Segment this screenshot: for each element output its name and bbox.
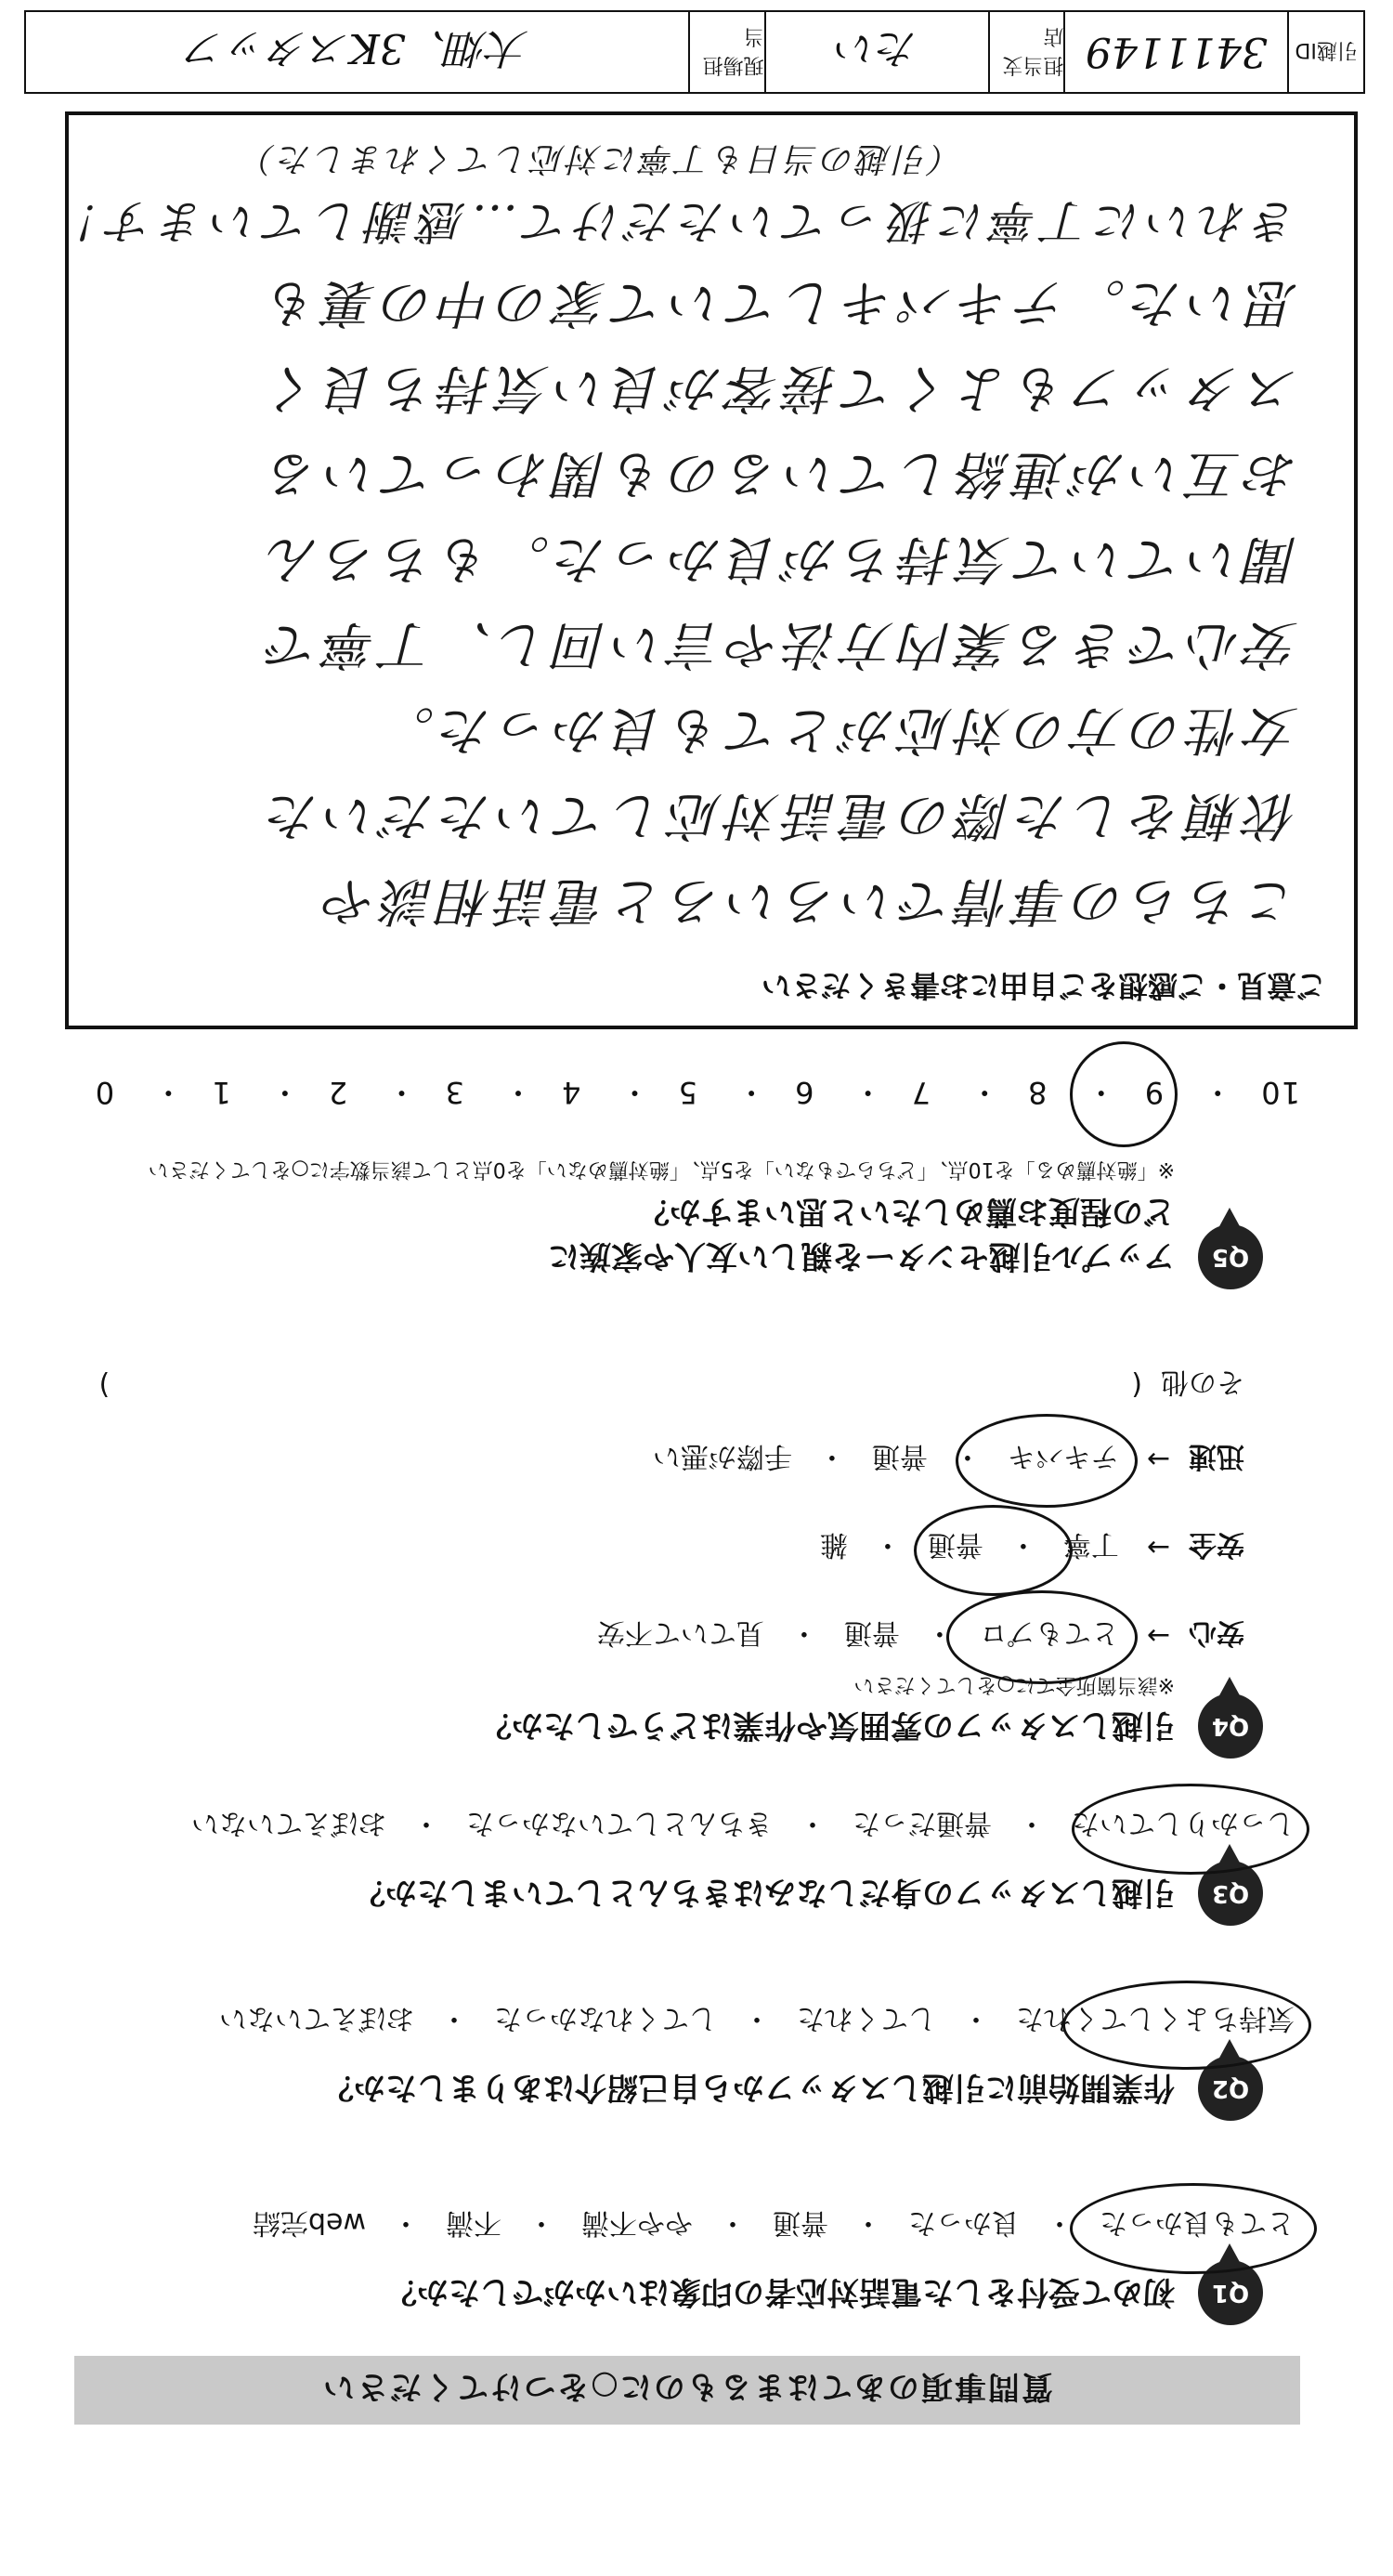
comment-line-small: （引越の当日も丁寧に対応してくれました） [239, 139, 964, 177]
q1-option-5[interactable]: 不満 [446, 2206, 501, 2239]
scale-value[interactable]: 1 [211, 1075, 231, 1110]
q2-option-1[interactable]: 気持ちよくしてくれた [1016, 2002, 1295, 2034]
staff-label: 現場担当 [688, 12, 764, 92]
q2-options: 気持ちよくしてくれた ・ してくれた ・ してくれなかった ・ おぼえていない [214, 2001, 1300, 2042]
q4-jinsoku-option-1[interactable]: テキパキ [1007, 1440, 1119, 1472]
scale-value[interactable]: 10 [1260, 1075, 1300, 1110]
q1-option-3[interactable]: 普通 [773, 2206, 828, 2239]
id-label: 引越ID [1287, 12, 1363, 92]
q4-row-anshin: 安心 → とてもプロ ・ 普通 ・ 見ていて不安 [592, 1615, 1244, 1656]
q3-badge: Q3 [1198, 1861, 1263, 1926]
q3-option-4[interactable]: おぼえていない [191, 1807, 386, 1839]
comment-line: 思いた。テキパキしていて家の中の裏も [262, 272, 1298, 333]
q4-badge: Q4 [1198, 1693, 1263, 1759]
q4-row-label: 迅速 [1189, 1440, 1244, 1472]
q4-anshin-option-2[interactable]: 普通 [843, 1616, 900, 1649]
q1-option-1[interactable]: とても良かった [1100, 2206, 1295, 2239]
q4-row-label: 安心 [1189, 1616, 1244, 1649]
q2-option-4[interactable]: おぼえていない [219, 2002, 414, 2034]
q5-badge: Q5 [1198, 1224, 1263, 1289]
scale-value[interactable]: 8 [1027, 1075, 1048, 1110]
footer-id-bar [24, 10, 1365, 94]
arrow-icon: → [1146, 1531, 1170, 1564]
comment-line: 安心できる案内方法や言い回し、丁寧で [262, 614, 1298, 674]
q1-options: とても良かった ・ 良かった ・ 普通 ・ やや不満 ・ 不満 ・ web完結 [247, 2205, 1300, 2246]
arrow-icon: → [1146, 1443, 1170, 1476]
q1-option-4[interactable]: やや不満 [581, 2206, 693, 2239]
question-4 [93, 1675, 1263, 1759]
q4-other-label: その他 [1161, 1366, 1244, 1398]
q5-scale: 10・ 9・ 8・ 7・ 6・ 5・ 4・ 3・ 2・ 1・ 0 [94, 1075, 1300, 1110]
comment-line: 女性の方の対応がとても良かった。 [377, 700, 1298, 760]
arrow-icon: → [1146, 1619, 1170, 1653]
q2-option-2[interactable]: してくれた [797, 2002, 936, 2034]
q3-option-2[interactable]: 普通だった [853, 1807, 992, 1839]
question-2 [93, 2037, 1263, 2121]
q4-jinsoku-option-2[interactable]: 普通 [871, 1440, 928, 1472]
comment-line: 聞いていて気持ちが良かった。もちろん [262, 529, 1298, 589]
instruction-banner: 質問事項のあてはまるものに○をつけてください [74, 2356, 1300, 2425]
q3-text: 引越しスタッフの身だしなみはきちんとしていましたか？ [354, 1874, 1175, 1911]
q1-badge: Q1 [1198, 2260, 1263, 2325]
scale-value[interactable]: 9 [1143, 1075, 1165, 1110]
scale-value[interactable]: 6 [794, 1075, 814, 1110]
q1-option-6[interactable]: web完結 [252, 2206, 366, 2239]
q4-anshin-option-3[interactable]: 見ていて不安 [596, 1616, 764, 1649]
scale-value[interactable]: 3 [444, 1075, 464, 1110]
q4-anzen-option-3[interactable]: 雑 [819, 1528, 848, 1561]
staff-value[interactable]: 大畑、3Kスタッフ [186, 24, 528, 72]
id-value[interactable]: 3411149 [1063, 12, 1287, 92]
scale-value[interactable]: 0 [94, 1075, 115, 1110]
q5-text-line1: アップル引越センターを親しい友人や家族に [548, 1237, 1175, 1275]
q5-text-line2: どの程度お薦めしたいと思いますか？ [638, 1193, 1175, 1230]
q4-jinsoku-option-3[interactable]: 手際が悪い [652, 1440, 792, 1472]
question-3 [93, 1842, 1263, 1926]
scale-value[interactable]: 7 [910, 1075, 931, 1110]
q1-option-2[interactable]: 良かった [908, 2206, 1020, 2239]
q4-other [99, 1365, 1244, 1406]
q4-anzen-option-2[interactable]: 普通 [927, 1528, 983, 1561]
scale-value[interactable]: 4 [561, 1075, 581, 1110]
q5-note: ※「絶対薦める」を10点、「どちらでもない」を5点、「絶対薦めない」を0点として該当数字に○をしてください [148, 1157, 1175, 1181]
q3-option-3[interactable]: きちんとしていなかった [466, 1807, 773, 1839]
q4-text: 引越しスタッフの雰囲気や作業はどうでしたか？ [480, 1706, 1175, 1744]
q4-row-jinsoku: 迅速 → テキパキ ・ 普通 ・ 手際が悪い [647, 1439, 1244, 1480]
branch-value[interactable]: たい [764, 12, 988, 92]
q4-other-close: ) [98, 1368, 111, 1402]
q4-note: ※該当箇所全てに○をしてください [853, 1673, 1175, 1696]
branch-label: 担当支店 [988, 12, 1064, 92]
q4-anshin-option-1[interactable]: とてもプロ [979, 1616, 1119, 1649]
comment-line: お互いが連絡しているのも関わっている [262, 443, 1298, 503]
q3-option-1[interactable]: しっかりしていた [1072, 1807, 1295, 1839]
q2-badge: Q2 [1198, 2056, 1263, 2121]
q4-anzen-option-1[interactable]: 丁寧 [1062, 1528, 1119, 1561]
comment-line: きれいに丁寧に扱っていただけて…感謝しています！ [50, 194, 1298, 248]
comment-line: スタッフもよくて接客が良い気持ち良く [262, 358, 1298, 418]
q4-other-open: ( [1131, 1368, 1142, 1402]
q2-option-3[interactable]: してくれなかった [494, 2002, 717, 2034]
question-5 [93, 1150, 1263, 1289]
comments-header: ご意見・ご感想をご自由にお書きください [761, 968, 1326, 1003]
scale-value[interactable]: 5 [677, 1075, 697, 1110]
q3-options: しっかりしていた ・ 普通だった ・ きちんとしていなかった ・ おぼえていない [186, 1806, 1300, 1847]
q4-row-label: 安全 [1189, 1528, 1244, 1561]
q4-row-anzen: 安全 → 丁寧 ・ 普通 ・ 雑 [814, 1527, 1244, 1568]
scale-value[interactable]: 2 [327, 1075, 348, 1110]
comments-box[interactable] [50, 111, 1358, 1029]
comment-line: こちらの事情でいろいろと電話相談や [319, 870, 1298, 931]
comment-line: 依頼をした際の電話対応していただいた [262, 785, 1298, 845]
q1-text: 初めて受付をした電話対応者の印象はいかがでしたか？ [385, 2273, 1175, 2310]
q2-text: 作業開始前に引越しスタッフから自己紹介はありましたか？ [322, 2069, 1175, 2106]
